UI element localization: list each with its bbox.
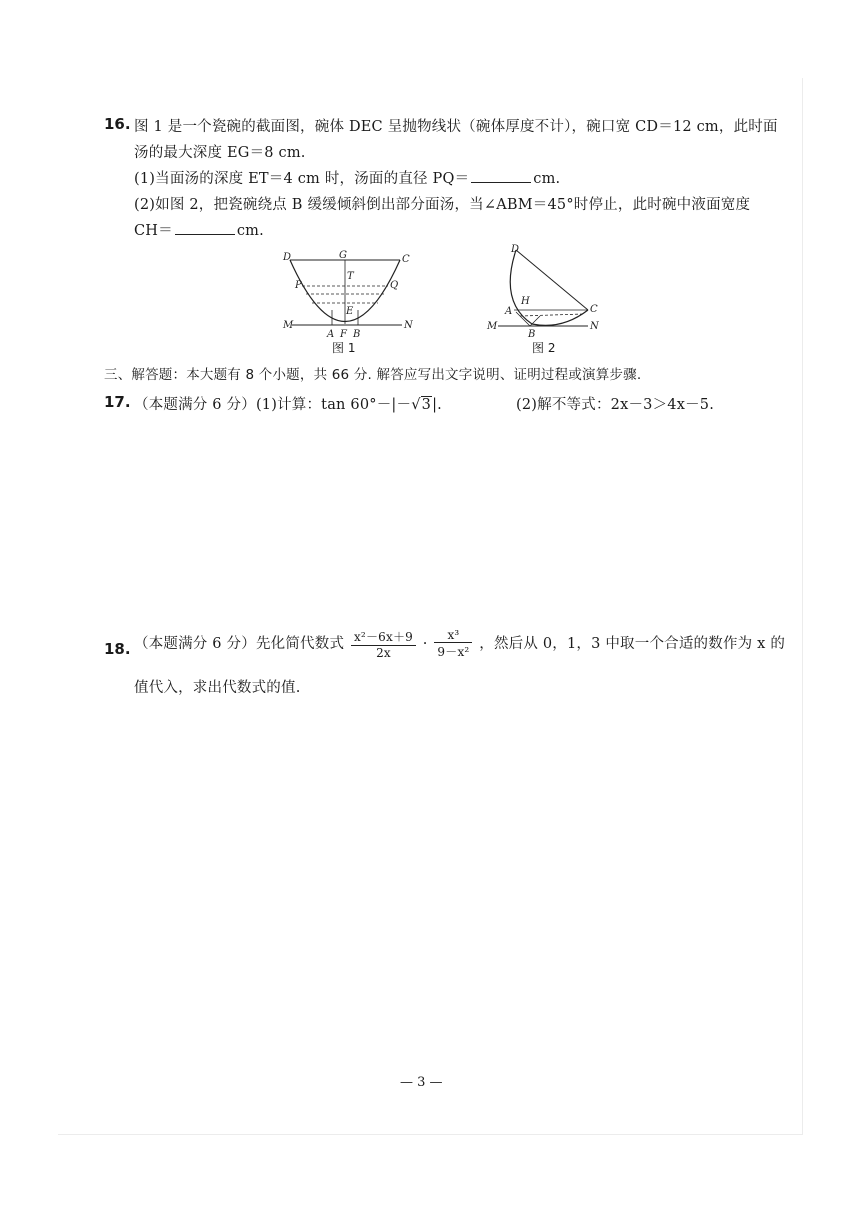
fig1-label-p: P	[295, 280, 302, 291]
fig2-label-m: M	[487, 321, 498, 332]
q16-part2-unit: cm.	[236, 223, 264, 239]
q17-part1-text: （本题满分 6 分）(1)计算：tan 60°－|－	[134, 397, 412, 413]
q18-fraction-1	[351, 628, 416, 660]
fig2-label-n: N	[590, 321, 599, 332]
section-3-heading: 三、解答题：本大题有 8 个小题，共 66 分. 解答应写出文字说明、证明过程或演算步骤.	[104, 367, 642, 383]
answer-blank-ch[interactable]	[175, 222, 235, 235]
q18-post-text: ，然后从 0，1，3 中取一个合适的数作为 x 的	[479, 636, 786, 652]
figure-2-caption: 图 2	[532, 341, 556, 355]
fig1-label-n: N	[404, 320, 413, 331]
q16-part1	[134, 167, 560, 188]
fig1-label-d: D	[283, 252, 292, 263]
q16-part1-unit: cm.	[533, 171, 561, 187]
fig1-label-a: A	[327, 329, 335, 340]
q18-frac1-denominator: 2x	[376, 646, 391, 660]
fig1-label-b: B	[353, 329, 361, 340]
q16-part2-text: CH＝	[134, 223, 173, 239]
fig1-label-e: E	[346, 306, 354, 317]
q17-part1-end: |.	[432, 397, 442, 413]
fig1-label-c: C	[402, 254, 410, 265]
q18-number: 18.	[104, 640, 131, 658]
q18-dot: ·	[422, 636, 428, 652]
q18-line2: 值代入，求出代数式的值.	[134, 680, 301, 696]
fig1-label-g: G	[339, 250, 347, 261]
fig1-label-f: F	[340, 329, 347, 340]
fig1-label-q: Q	[390, 280, 399, 291]
fig2-label-d: D	[511, 244, 520, 255]
page-number: — 3 —	[400, 1075, 443, 1090]
q17-sqrt-3: 3	[421, 397, 432, 413]
fig2-label-b: B	[528, 329, 536, 340]
q17-part1: （本题满分 6 分）(1)计算：tan 60°－|－√3|.	[134, 397, 442, 413]
fig2-label-a: A	[505, 306, 513, 317]
fig2-label-c: C	[590, 304, 598, 315]
q16-part2	[134, 219, 264, 240]
fig1-label-m: M	[283, 320, 294, 331]
q16-part2-line1: (2)如图 2，把瓷碗绕点 B 缓缓倾斜倒出部分面汤，当∠ABM＝45°时停止，此时碗中液面宽度	[134, 197, 751, 213]
fig2-label-h: H	[521, 296, 530, 307]
q17-number: 17.	[104, 393, 131, 411]
q17-part2: (2)解不等式：2x－3＞4x－5.	[516, 397, 715, 413]
answer-blank-pq[interactable]	[471, 170, 531, 183]
q16-line1: 图 1 是一个瓷碗的截面图，碗体 DEC 呈抛物线状（碗体厚度不计），碗口宽 CD＝12 cm，此时面	[134, 119, 778, 135]
fig1-label-t: T	[347, 271, 354, 282]
q18-frac1-numerator: x²－6x＋9	[351, 628, 416, 646]
q16-part1-text: (1)当面汤的深度 ET＝4 cm 时，汤面的直径 PQ＝	[134, 171, 470, 187]
q18-frac2-denominator: 9－x²	[437, 645, 470, 659]
figure-1-caption: 图 1	[332, 341, 356, 355]
q16-number: 16.	[104, 115, 131, 133]
q18-fraction-2	[434, 628, 472, 660]
q18-frac2-numerator: x³	[434, 628, 472, 643]
q18-line1	[134, 628, 785, 660]
q18-pre-text: （本题满分 6 分）先化简代数式	[134, 636, 345, 652]
q16-line2: 汤的最大深度 EG＝8 cm.	[134, 145, 306, 161]
figure-1-bowl	[280, 248, 420, 340]
figure-2-tilted-bowl	[484, 242, 604, 340]
